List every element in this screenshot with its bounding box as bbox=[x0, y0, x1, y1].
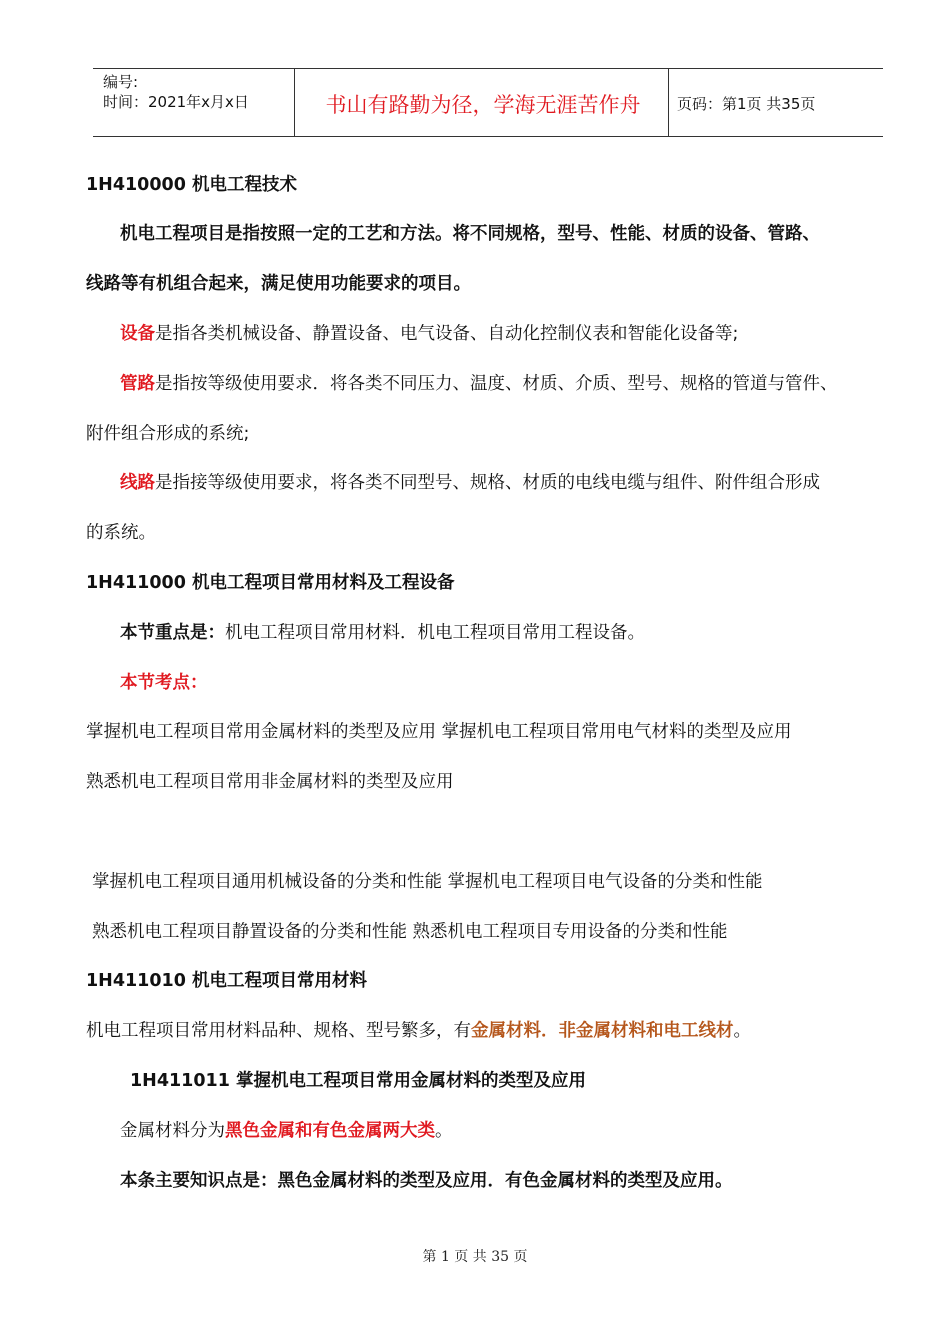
wire-definition-line-2: 的系统。 bbox=[86, 523, 156, 543]
metal-classification bbox=[120, 1119, 453, 1143]
header-meta bbox=[103, 72, 249, 112]
exam-point-2: 熟悉机电工程项目常用非金属材料的类型及应用 bbox=[86, 772, 454, 792]
header-divider bbox=[294, 69, 295, 136]
materials-end: 。 bbox=[733, 1021, 751, 1041]
materials-text: 机电工程项目常用材料品种、规格、型号繁多，有 bbox=[86, 1021, 471, 1041]
materials-summary bbox=[86, 1019, 751, 1043]
heading-1h410000: 1H410000 机电工程技术 bbox=[86, 175, 297, 195]
materials-highlight: 金属材料．非金属材料和电工线材 bbox=[471, 1021, 734, 1041]
pipe-text-1: 是指按等级使用要求．将各类不同压力、温度、材质、介质、型号、规格的管道与管件、 bbox=[155, 374, 838, 394]
equipment-definition bbox=[120, 322, 738, 346]
intro-line-1: 机电工程项目是指按照一定的工艺和方法。将不同规格，型号、性能、材质的设备、管路、 bbox=[120, 224, 820, 244]
document-header bbox=[93, 68, 883, 137]
heading-1h411011: 1H411011 掌握机电工程项目常用金属材料的类型及应用 bbox=[130, 1071, 586, 1091]
exam-points-label: 本节考点： bbox=[120, 673, 208, 693]
exam-point-4: 熟悉机电工程项目静置设备的分类和性能 熟悉机电工程项目专用设备的分类和性能 bbox=[92, 922, 728, 942]
equipment-term: 设备 bbox=[120, 324, 155, 344]
number-label: 编号: bbox=[103, 73, 139, 91]
section-focus bbox=[120, 621, 645, 645]
time-label: 时间：2021年x月x日 bbox=[103, 93, 249, 111]
exam-point-1: 掌握机电工程项目常用金属材料的类型及应用 掌握机电工程项目常用电气材料的类型及应用 bbox=[86, 722, 792, 742]
metal-highlight: 黑色金属和有色金属两大类 bbox=[225, 1121, 435, 1141]
knowledge-points: 本条主要知识点是：黑色金属材料的类型及应用．有色金属材料的类型及应用。 bbox=[120, 1171, 733, 1191]
header-page-code: 页码：第1页 共35页 bbox=[677, 95, 816, 113]
page-footer: 第 1 页 共 35 页 bbox=[422, 1249, 528, 1265]
equipment-text: 是指各类机械设备、静置设备、电气设备、自动化控制仪表和智能化设备等; bbox=[155, 324, 739, 344]
heading-1h411000: 1H411000 机电工程项目常用材料及工程设备 bbox=[86, 573, 455, 593]
pipe-definition-line-2: 附件组合形成的系统; bbox=[86, 424, 250, 444]
wire-definition-line-1 bbox=[120, 471, 820, 495]
focus-text: 机电工程项目常用材料．机电工程项目常用工程设备。 bbox=[225, 623, 645, 643]
exam-point-3: 掌握机电工程项目通用机械设备的分类和性能 掌握机电工程项目电气设备的分类和性能 bbox=[92, 872, 763, 892]
metal-text: 金属材料分为 bbox=[120, 1121, 225, 1141]
intro-line-2: 线路等有机组合起来，满足使用功能要求的项目。 bbox=[86, 274, 471, 294]
heading-1h411010: 1H411010 机电工程项目常用材料 bbox=[86, 971, 367, 991]
pipe-term: 管路 bbox=[120, 374, 155, 394]
focus-label: 本节重点是： bbox=[120, 623, 225, 643]
pipe-definition-line-1 bbox=[120, 372, 838, 396]
metal-end: 。 bbox=[435, 1121, 453, 1141]
wire-term: 线路 bbox=[120, 473, 155, 493]
header-motto: 书山有路勤为径，学海无涯苦作舟 bbox=[325, 93, 641, 117]
wire-text-1: 是指接等级使用要求，将各类不同型号、规格、材质的电线电缆与组件、附件组合形成 bbox=[155, 473, 820, 493]
